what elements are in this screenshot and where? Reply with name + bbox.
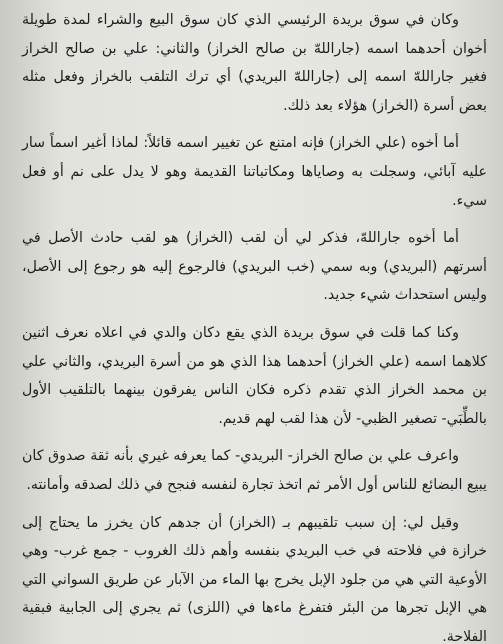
paragraph: أما أخوه (علي الخراز) فإنه امتنع عن تغيير اسمه قائلاً: لماذا أغير اسماً سار عليه آبائي، وسجلت به وصاياها ومكاتباتنا القديمة وهو لا يدل على نم أو فعل سيء. (22, 135, 487, 209)
paragraph: واعرف علي بن صالح الخراز- البريدي- كما يعرفه غيري بأنه ثقة صدوق كان يبيع البضائع للناس أول الأمر ثم اتخذ تجارة لنفسه فنجح في ذلك لصدقه وأمانته. (22, 448, 487, 493)
paragraph: أما أخوه جاراللهّ، فذكر لي أن لقب (الخراز) هو لقب حادث الأصل في أسرتهم (البريدي) وبه سمي (خب البريدي) فالرجوع إليه هو رجوع إلى الأصل، وليس استحداث شيء جديد. (22, 230, 487, 304)
page-text-body (22, 6, 487, 644)
paragraph: وكان في سوق بريدة الرئيسي الذي كان سوق البيع والشراء لمدة طويلة أخوان أحدهما اسمه (جاراللهّ بن صالح الخراز) والثاني: علي بن صالح الخراز فغير جاراللهّ اسمه إلى (جاراللهّ البريدي) أي ترك التلقب بالخراز وفعل مثله بعض أسرة (الخراز) هؤلاء بعد ذلك. (22, 12, 487, 114)
paragraph: وكنا كما قلت في سوق بريدة الذي يقع دكان والدي في اعلاه نعرف اثنين كلاهما اسمه (علي الخراز) أحدهما هذا الذي هو من أسرة البريدي، والثاني علي بن محمد الخراز الذي تقدم ذكره فكان الناس يفرقون بينهما بالتلقيب الأول بالطِّبَي- تصغير الظبي- لأن هذا لقب لهم قديم. (22, 324, 487, 427)
paragraph: وقيل لي: إن سبب تلقيبهم بـ (الخراز) أن جدهم كان يخرز ما يحتاج إلى خرازة في فلاحته في خب البريدي بنفسه وأهم ذلك الغروب - جمع غرب- وهي الأوعية التي هي من جلود الإبل يخرج بها الماء من الآبار عن طريق السواني التي هي الإبل تجرها من البئر فتفرغ ماءها في (اللزى) ثم يجري إلى الجابية فبقية الفلاحة. (22, 514, 487, 644)
